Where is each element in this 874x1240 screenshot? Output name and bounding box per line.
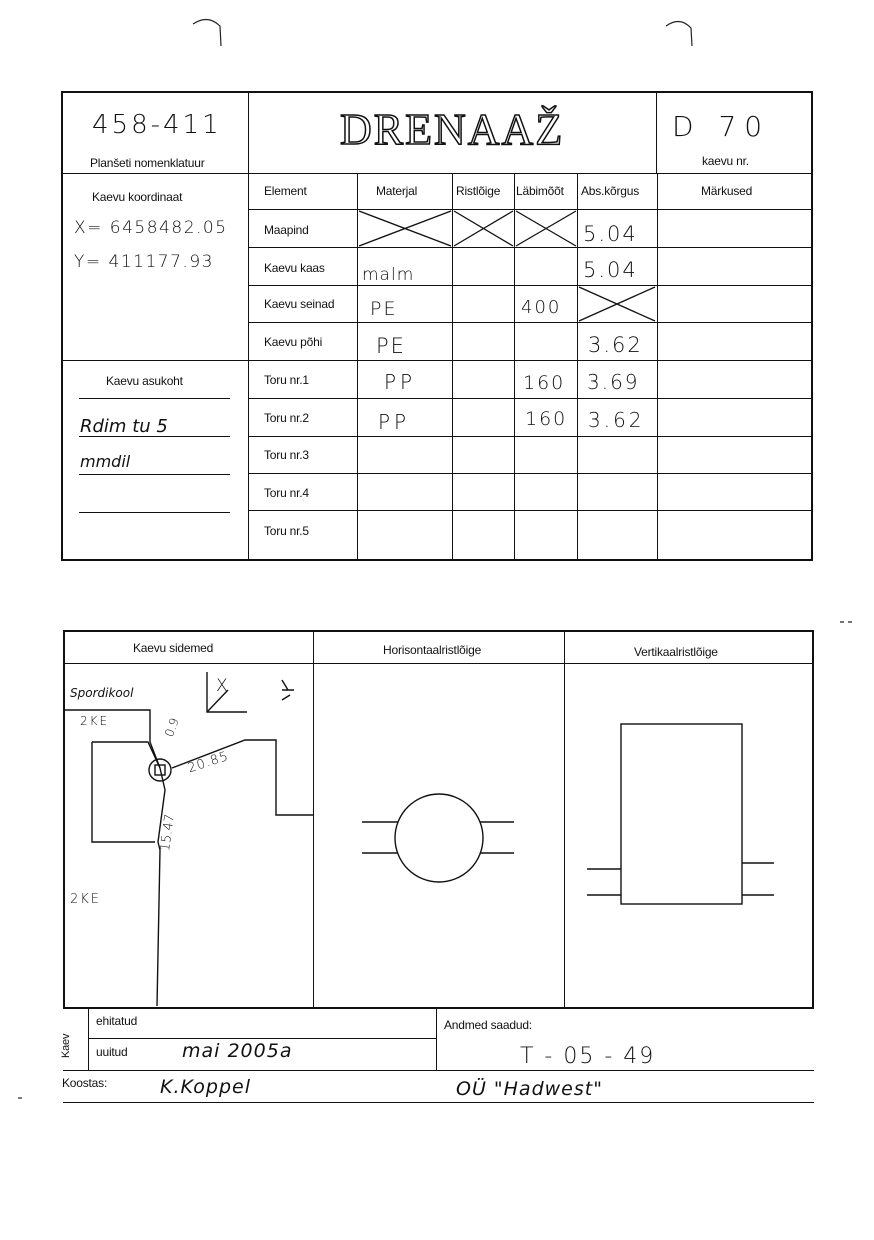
cell-material: PE [376,334,406,358]
cell-diameter: 160 [525,408,568,430]
page-title: DRENAAŽ [340,105,565,154]
cell-abs-height: 3.62 [588,333,643,357]
header-material: Materjal [376,184,418,198]
data-received-label: Andmed saadud: [444,1018,532,1032]
cell-material: malm [362,265,415,285]
coordinate-x: X= 6458482.05 [74,218,228,238]
compiled-label: Koostas: [62,1076,108,1090]
coordinate-y: Y= 411177.93 [74,252,214,272]
cell-abs-height: 5.04 [583,258,638,282]
row-element: Toru nr.3 [264,448,309,462]
row-element: Toru nr.2 [264,411,309,425]
well-label: Kaev [60,1033,72,1058]
header-element: Element [264,184,307,198]
nomenclature-label: Planšeti nomenklatuur [90,156,205,170]
company-name: OÜ "Hadwest" [456,1078,603,1100]
compiled-by: K.Koppel [160,1076,251,1098]
cell-material: PP [384,370,417,394]
row-element: Toru nr.5 [264,524,309,538]
row-element: Toru nr.4 [264,486,309,500]
header-notes: Märkused [701,184,753,198]
header-diameter: Läbimõõt [516,184,564,198]
renewed-label: uuitud [96,1045,128,1059]
sketch-label-top: Spordikool [70,686,134,700]
sketch-marker: X [216,676,228,696]
cell-material: PE [370,298,398,320]
cell-material: PP [378,410,411,434]
horizontal-section-label: Horisontaalristlõige [383,643,482,657]
header-abs-height: Abs.kõrgus [581,184,640,198]
installed-label: ehitatud [96,1014,138,1028]
cell-diameter: 160 [523,372,566,394]
sketch-label-2ke-top: 2KE [80,714,110,728]
cell-diameter: 400 [521,297,562,318]
renewed-value: mai 2005a [182,1040,293,1062]
row-element: Maapind [264,223,309,237]
row-element: Toru nr.1 [264,373,309,387]
coordinates-label: Kaevu koordinaat [92,190,183,204]
cell-abs-height: 3.62 [588,408,645,432]
location-line-2: mmdil [80,452,131,471]
vertical-section-label: Vertikaalristlõige [634,645,718,659]
cell-abs-height: 3.69 [587,370,640,394]
nomenclature-value: 458-411 [92,110,222,140]
row-element: Kaevu kaas [264,261,325,275]
well-number-value: D 70 [672,110,771,143]
row-element: Kaevu põhi [264,335,323,349]
cell-abs-height: 5.04 [583,222,638,246]
sketch-distance-1: 0.9 [162,716,182,739]
header-cross-section: Ristlõige [456,184,501,198]
well-number-label: kaevu nr. [702,154,749,168]
location-line-1: Rdim tu 5 [80,416,168,437]
sketch-distance-2: 20.85 [186,748,231,777]
data-received-value: T - 05 - 49 [520,1044,656,1069]
sketch-label-2ke-bottom: 2KE [70,892,102,907]
sketch-distance-3: 15.47 [158,813,179,853]
location-label: Kaevu asukoht [106,374,183,388]
connections-label: Kaevu sidemed [133,641,214,655]
row-element: Kaevu seinad [264,297,335,311]
